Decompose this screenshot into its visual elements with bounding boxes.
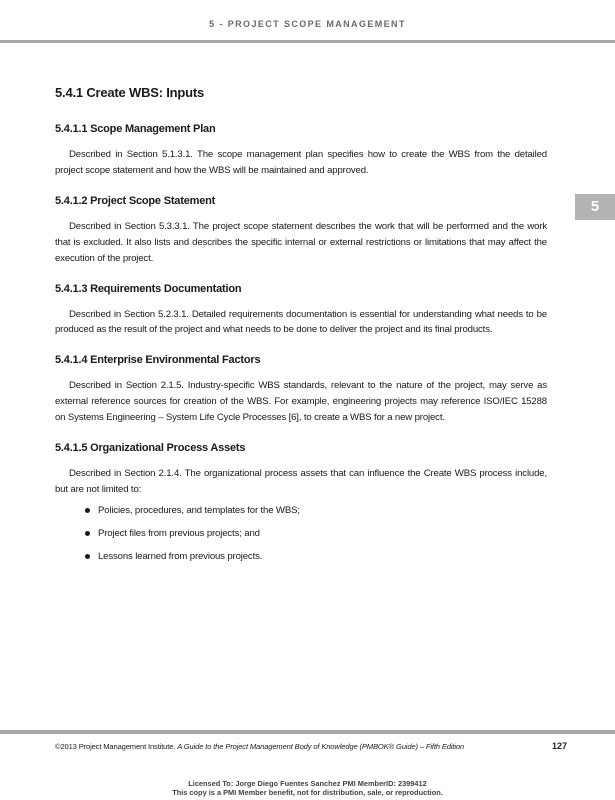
running-header: 5 - PROJECT SCOPE MANAGEMENT [209, 19, 406, 29]
chapter-tab: 5 [575, 194, 615, 220]
footer-copyright [55, 742, 560, 751]
book-title: A Guide to the Project Management Body of Knowledge (PMBOK® Guide) – Fifth Edition [177, 742, 464, 751]
page-number: 127 [551, 741, 567, 751]
list-item [55, 503, 547, 519]
license-line-1: Licensed To: Jorge Diego Fuentes Sanchez PMI MemberID: 2399412 [188, 779, 427, 788]
subsection-text-scope-plan: Described in Section 5.1.3.1. The scope management plan specifies how to create the WBS from the detailed project scope statement and how the WBS will be maintained and approved. [55, 149, 547, 176]
subsection-text-requirements: Described in Section 5.2.3.1. Detailed requirements documentation is essential for understanding what needs to be produced as the result of the project and what needs to be done to deliver the project and its final products. [55, 308, 547, 336]
list-item [55, 549, 547, 565]
subsection-title-requirements: 5.4.1.3 Requirements Documentation [55, 282, 242, 295]
subsection-title-scope-plan: 5.4.1.1 Scope Management Plan [55, 123, 216, 135]
section-title: 5.4.1 Create WBS: Inputs [55, 85, 205, 100]
opa-bullet-list [55, 503, 547, 565]
subsection-text-scope-statement: Described in Section 5.3.3.1. The project scope statement describes the work that will be performed and the work that is excluded. It also lists and describes the specific internal or external restrictions or limitations that may affect the execution of the project. [55, 220, 547, 264]
subsection-title-eef: 5.4.1.4 Enterprise Environmental Factors [55, 354, 261, 367]
list-item-text: Lessons learned from previous projects. [98, 550, 263, 562]
subsection-text-opa: Described in Section 2.1.4. The organizational process assets that can influence the Create WBS process include, but are not limited to: [55, 468, 547, 495]
bullet-icon [85, 531, 90, 536]
copyright-text: ©2013 Project Management Institute. [55, 742, 176, 751]
subsection-title-scope-statement: 5.4.1.2 Project Scope Statement [55, 194, 216, 207]
list-item [55, 526, 547, 542]
list-item-text: Policies, procedures, and templates for the WBS; [98, 504, 300, 516]
license-line-2: This copy is a PMI Member benefit, not for distribution, sale, or reproduction. [172, 788, 443, 797]
bullet-icon [85, 554, 90, 559]
license-notice [0, 779, 615, 797]
header-rule [0, 40, 615, 43]
subsection-text-eef: Described in Section 2.1.5. Industry-specific WBS standards, relevant to the nature of the project, may serve as external reference sources for creation of the WBS. For example, engineering projects may reference ISO/IEC 15288 on Systems Engineering – System Life Cycle Processes [6], to create a WBS for a new project. [55, 380, 547, 424]
footer-rule [0, 730, 615, 734]
subsection-title-opa: 5.4.1.5 Organizational Process Assets [55, 442, 246, 455]
page-content [55, 82, 547, 565]
list-item-text: Project files from previous projects; and [98, 527, 260, 539]
bullet-icon [85, 508, 90, 513]
